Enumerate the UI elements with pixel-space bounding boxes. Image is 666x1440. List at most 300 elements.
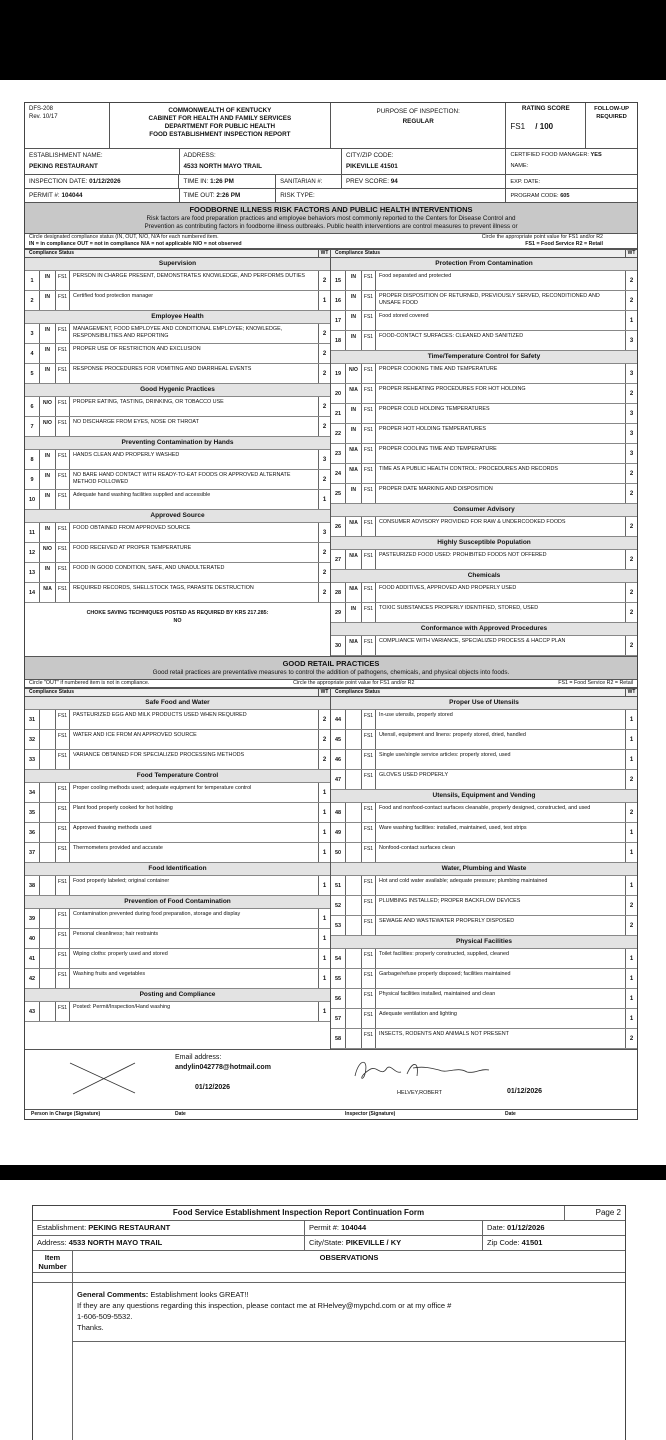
item-description: Food and nonfood-contact surfaces cleanable, properly designed, constructed, and used [379,805,591,811]
inspection-item-row [331,823,637,843]
fs1-marker: FS1 [362,710,376,729]
cont-city: PIKEVILLE / KY [345,1238,402,1247]
item-number: 9 [30,476,34,483]
item-weight: 1 [625,876,637,895]
item-description: RESPONSE PROCEDURES FOR VOMITING AND DIARRHEAL EVENTS [73,366,252,372]
email: andylin042778@hotmail.com [175,1064,271,1071]
form-rev: Rev. 10/17 [29,114,58,120]
item-number: 18 [334,337,342,344]
inspection-item-row [331,517,637,537]
item-description: PROPER USE OF RESTRICTION AND EXCLUSION [73,346,201,352]
item-weight: 2 [625,1029,637,1048]
item-number: 20 [334,390,342,397]
item-description: Personal cleanliness; hair restraints [73,931,159,937]
item-description: PROPER COLD HOLDING TEMPERATURES [379,406,490,412]
item-number: 56 [334,995,342,1002]
item-weight: 1 [625,710,637,729]
section-header: Prevention of Food Contamination [25,896,330,909]
agency-line-2: CABINET FOR HEALTH AND FAMILY SERVICES [148,115,292,122]
compliance-status: IN [345,603,362,622]
fs1-marker: FS1 [56,750,70,769]
item-number: 22 [334,430,342,437]
risk-left-column [25,249,331,656]
program-code-label: PROGRAM CODE: [510,193,559,199]
continuation-page [0,1180,666,1440]
inspection-item-row [25,470,330,490]
fs1-marker: FS1 [56,823,70,842]
item-description: FOOD OBTAINED FROM APPROVED SOURCE [73,525,191,531]
fs1-marker: FS1 [362,550,376,569]
item-number: 17 [334,317,342,324]
inspection-item-row [331,331,637,351]
inspection-item-row [25,291,330,311]
inspection-item-row [25,1002,330,1022]
item-number: 29 [334,609,342,616]
gc-line-2: If they are any questions regarding this inspection, please contact me at RHelvey@mypchd.com or at my office # [77,1301,452,1310]
item-weight: 2 [318,563,330,582]
item-weight: 2 [318,730,330,749]
cont-est-label: Establishment: [37,1223,87,1232]
inspection-item-row [331,876,637,896]
item-description: Contamination prevented during food preparation, storage and display [73,911,241,917]
compliance-status [345,823,362,842]
item-weight: 1 [625,843,637,862]
item-description: WATER AND ICE FROM AN APPROVED SOURCE [73,732,197,738]
compliance-status [345,803,362,822]
section-header: Utensils, Equipment and Vending [331,790,637,803]
section-header: Physical Facilities [331,936,637,949]
item-description: In-use utensils, properly stored [379,712,453,718]
item-description: PERSON IN CHARGE PRESENT, DEMONSTRATES KNOWLEDGE, AND PERFORMS DUTIES [73,273,306,279]
item-number: 24 [334,470,342,477]
fs1-marker: FS1 [362,803,376,822]
item-number: 38 [28,882,36,889]
inspection-item-row [25,450,330,470]
compliance-status [345,876,362,895]
fs1-marker: FS1 [56,417,70,436]
item-description: NO BARE HAND CONTACT WITH READY-TO-EAT FOODS OR APPROVED ALTERNATE METHOD FOLLOWED [73,472,291,485]
fs1-marker: FS1 [56,523,70,542]
continuation-title: Food Service Establishment Inspection Report Continuation Form [33,1206,565,1220]
fs1-marker: FS1 [56,344,70,363]
cont-city-label: City/State: [309,1238,344,1247]
item-description: PROPER COOLING TIME AND TEMPERATURE [379,446,497,452]
inspection-item-row [25,929,330,949]
item-number: 55 [334,975,342,982]
inspection-item-row [331,916,637,936]
item-weight: 3 [625,404,637,423]
section-header: Approved Source [25,510,330,523]
col-hdr: Compliance Status [29,689,75,695]
choke-label: CHOKE SAVING TECHNIQUES POSTED AS REQUIRED BY KRS 217.285: [86,610,269,616]
item-number: 32 [28,736,36,743]
section-header: Posting and Compliance [25,989,330,1002]
compliance-status [345,969,362,988]
compliance-status: IN [39,291,56,310]
retail-left-column [25,688,331,1049]
item-description: Food separated and protected [379,273,452,279]
fs1-marker: FS1 [362,311,376,330]
item-number: 54 [334,955,342,962]
fs1-marker: FS1 [362,843,376,862]
inspection-item-row [331,404,637,424]
date-left: 01/12/2026 [195,1084,231,1091]
address-label: ADDRESS: [183,152,216,159]
observations-header: OBSERVATIONS [319,1253,379,1262]
risk-legend-left-2: IN = in compliance OUT = not in compliance N/A = not applicable N/O = not observed [29,241,242,247]
fs1-marker: FS1 [56,949,70,968]
item-number: 12 [28,549,36,556]
compliance-status: N/O [345,364,362,383]
inspection-item-row [331,583,637,603]
compliance-status [39,710,56,729]
gc-line-1: Establishment looks GREAT!! [150,1290,249,1299]
date-label-1: Date [175,1111,186,1117]
fs1-marker: FS1 [362,949,376,968]
item-description: Adequate hand washing facilities supplied and accessible [73,492,211,498]
compliance-status: N/A [345,636,362,655]
item-description: Thermometers provided and accurate [73,845,163,851]
permit-label: PERMIT #: [29,192,60,199]
page-number: Page 2 [595,1208,621,1217]
compliance-status [39,1002,56,1021]
gc-line-3: 1-606-509-5532. [77,1312,133,1321]
item-description: PROPER DISPOSITION OF RETURNED, PREVIOUSLY SERVED, RECONDITIONED AND UNSAFE FOOD [379,293,600,306]
cont-est: PEKING RESTAURANT [88,1223,171,1232]
item-weight: 1 [625,969,637,988]
item-number: 25 [334,490,342,497]
inspection-item-row [25,271,330,291]
item-number: 5 [30,370,34,377]
fs1-marker: FS1 [56,397,70,416]
compliance-status: IN [39,271,56,290]
item-weight: 2 [625,271,637,290]
est-name: PEKING RESTAURANT [29,163,98,170]
inspection-item-row [25,969,330,989]
risk-legend-left-1: Circle designated compliance status (IN, OUT, N/O, N/A for each numbered item. [29,234,219,240]
compliance-status [39,843,56,862]
item-weight: 1 [318,490,330,509]
item-number-header: Item Number [33,1251,73,1272]
time-out-label: TIME OUT: [183,192,215,199]
inspection-item-row [331,424,637,444]
fs1-marker: FS1 [362,770,376,789]
item-weight: 1 [318,929,330,948]
compliance-status: N/A [345,464,362,483]
item-weight: 3 [625,364,637,383]
section-header: Good Hygenic Practices [25,384,330,397]
rating-denominator: / 100 [535,122,554,131]
item-weight: 3 [625,444,637,463]
item-description: Hot and cold water available; adequate pressure; plumbing maintained [379,878,548,884]
compliance-status [345,916,362,935]
item-number: 50 [334,849,342,856]
item-weight: 2 [625,384,637,403]
retail-legend-mid: Circle the appropriate point value for FS1 and/or R2 [293,680,415,686]
item-description: TOXIC SUBSTANCES PROPERLY IDENTIFIED, STORED, USED [379,605,539,611]
prev-score: 94 [390,178,398,185]
item-weight: 1 [625,989,637,1008]
item-weight: 1 [318,291,330,310]
item-description: REQUIRED RECORDS, SHELLSTOCK TAGS, PARASITE DESTRUCTION [73,585,254,591]
item-weight: 1 [318,969,330,988]
item-description: TIME AS A PUBLIC HEALTH CONTROL: PROCEDURES AND RECORDS [379,466,559,472]
item-number: 37 [28,849,36,856]
compliance-status: IN [39,344,56,363]
cont-addr: 4533 NORTH MAYO TRAIL [68,1238,163,1247]
item-weight: 1 [318,803,330,822]
exp-date-label: EXP. DATE: [510,179,541,185]
fs1-marker: FS1 [362,424,376,443]
compliance-status: IN [345,271,362,290]
item-description: Plant food properly cooked for hot holding [73,805,173,811]
item-description: PASTEURIZED FOOD USED: PROHIBITED FOODS NOT OFFERED [379,552,547,558]
item-weight: 2 [318,750,330,769]
program-code: 605 [560,193,570,199]
compliance-status: IN [345,311,362,330]
fs1-marker: FS1 [56,909,70,928]
inspection-item-row [331,384,637,404]
item-number: 44 [334,716,342,723]
sanitarian-label: SANITARIAN #: [280,179,323,185]
item-description: PASTEURIZED EGG AND MILK PRODUCTS USED WHEN REQUIRED [73,712,247,718]
section-header: Conformance with Approved Procedures [331,623,637,636]
compliance-status [39,803,56,822]
agency-line-3: DEPARTMENT FOR PUBLIC HEALTH [164,123,276,130]
item-number: 16 [334,297,342,304]
item-description: PROPER REHEATING PROCEDURES FOR HOT HOLDING [379,386,526,392]
compliance-status [39,823,56,842]
item-weight: 2 [318,344,330,363]
fs1-marker: FS1 [362,404,376,423]
inspection-item-row [25,344,330,364]
inspection-item-row [25,417,330,437]
risk-legend-right-2: FS1 = Food Service R2 = Retail [525,241,603,247]
gc-line-4: Thanks. [77,1323,104,1332]
item-description: Approved thawing methods used [73,825,152,831]
item-weight: 2 [318,364,330,383]
inspection-item-row [25,803,330,823]
fs1-marker: FS1 [362,271,376,290]
item-weight: 1 [318,949,330,968]
section-header: Food Identification [25,863,330,876]
item-number: 2 [30,297,34,304]
risk-intro-1: Risk factors are food preparation practices and employee behaviors most commonly reported to the Centers for Disease Control and [146,215,516,222]
item-number: 49 [334,829,342,836]
fs1-marker: FS1 [362,583,376,602]
compliance-status: N/O [39,397,56,416]
item-number: 30 [334,642,342,649]
section-header: Proper Use of Utensils [331,697,637,710]
risk-title: FOODBORNE ILLNESS RISK FACTORS AND PUBLIC HEALTH INTERVENTIONS [189,205,473,214]
item-weight: 2 [318,324,330,343]
item-number: 57 [334,1015,342,1022]
fs1-marker: FS1 [362,1029,376,1048]
col-wt: WT [318,689,330,696]
item-weight: 2 [625,803,637,822]
cont-date-label: Date: [487,1223,505,1232]
item-number: 45 [334,736,342,743]
retail-columns [25,688,637,1049]
compliance-status: IN [39,450,56,469]
item-description: Utensil, equipment and linens: properly stored, dried, handled [379,732,526,738]
risk-intro-2: Prevention as contributing factors in foodborne illness outbreaks. Public health interventions are control measures to prevent illness or [144,223,518,230]
item-number: 40 [28,935,36,942]
item-description: FOOD IN GOOD CONDITION, SAFE, AND UNADULTERATED [73,565,225,571]
date-right: 01/12/2026 [507,1088,543,1095]
cityzip: PIKEVILLE 41501 [345,163,398,170]
inspection-item-row [25,783,330,803]
item-number: 11 [29,529,35,536]
cont-date: 01/12/2026 [507,1223,545,1232]
compliance-status [39,750,56,769]
inspection-item-row [331,311,637,331]
item-weight: 2 [625,464,637,483]
item-weight: 2 [625,291,637,310]
fs1-marker: FS1 [362,876,376,895]
inspection-item-row [331,271,637,291]
item-number: 42 [28,975,36,982]
fs1-marker: FS1 [362,1009,376,1028]
gc-label: General Comments: [77,1290,149,1299]
fs1-marker: FS1 [362,750,376,769]
item-weight: 2 [625,916,637,935]
permit: 104044 [61,192,83,199]
item-weight: 1 [625,750,637,769]
retail-intro: Good retail practices are preventative measures to control the addition of pathogens, chemicals, and physical objects into foods. [152,669,510,676]
item-weight: 1 [625,1009,637,1028]
fs1-marker: FS1 [56,324,70,343]
cont-zip-label: Zip Code: [487,1238,520,1247]
item-weight: 3 [625,424,637,443]
item-number: 51 [334,882,342,889]
item-weight: 1 [625,949,637,968]
compliance-status: N/A [345,583,362,602]
item-weight: 3 [318,523,330,542]
item-number: 47 [334,776,342,783]
inspection-item-row [25,823,330,843]
item-weight: 1 [625,311,637,330]
item-number: 28 [334,589,342,596]
fs1-marker: FS1 [362,636,376,655]
item-number: 58 [334,1035,342,1042]
item-weight: 3 [625,331,637,350]
item-weight: 2 [625,896,637,915]
cfm: YES [590,152,602,158]
compliance-status [345,770,362,789]
insp-date: 01/12/2026 [89,178,121,185]
fs1-marker: FS1 [56,843,70,862]
item-weight: 2 [625,484,637,503]
time-in-label: TIME IN: [183,178,209,185]
inspection-item-row [25,563,330,583]
fs1-marker: FS1 [362,364,376,383]
col-hdr: Compliance Status [335,689,381,695]
retail-right-column [331,688,637,1049]
compliance-status: IN [39,563,56,582]
date-label-2: Date [505,1111,516,1117]
compliance-status: IN [39,490,56,509]
compliance-status [345,1029,362,1048]
item-number: 43 [28,1008,36,1015]
col-wt: WT [625,250,637,257]
item-number: 19 [334,370,342,377]
inspector-label: Inspector (Signature) [345,1111,396,1117]
item-number: 7 [30,423,34,430]
fs1-marker: FS1 [56,783,70,802]
fs1-marker: FS1 [56,803,70,822]
compliance-status: IN [39,324,56,343]
item-number: 34 [28,789,36,796]
compliance-status [345,949,362,968]
inspection-item-row [331,843,637,863]
inspection-item-row [331,710,637,730]
choke-value: NO [173,618,182,624]
compliance-status [39,929,56,948]
compliance-status [345,710,362,729]
section-header: Protection From Contamination [331,258,637,271]
est-name-label: ESTABLISHMENT NAME: [29,152,103,159]
item-description: Food stored covered [379,313,429,319]
inspection-item-row [331,603,637,623]
compliance-status: IN [39,470,56,489]
item-number: 1 [30,277,34,284]
inspection-item-row [25,876,330,896]
retail-title: GOOD RETAIL PRACTICES [282,659,380,668]
inspection-item-row [25,523,330,543]
inspection-item-row [331,636,637,656]
inspection-item-row [331,444,637,464]
fs1-marker: FS1 [56,969,70,988]
item-weight: 1 [318,843,330,862]
item-description: PROPER HOT HOLDING TEMPERATURES [379,426,486,432]
col-hdr: Compliance Status [335,250,381,256]
item-description: FOOD ADDITIVES, APPROVED AND PROPERLY USED [379,585,517,591]
item-number: 10 [28,496,36,503]
item-number: 15 [334,277,342,284]
compliance-status [39,876,56,895]
fs1-marker: FS1 [56,291,70,310]
item-number: 52 [334,902,342,909]
compliance-status [345,1009,362,1028]
item-description: NO DISCHARGE FROM EYES, NOSE OR THROAT [73,419,199,425]
risk-columns [25,249,637,656]
item-description: PROPER EATING, TASTING, DRINKING, OR TOBACCO USE [73,399,224,405]
item-description: Adequate ventilation and lighting [379,1011,457,1017]
separator-black-band [0,1165,666,1180]
compliance-status: N/A [345,550,362,569]
compliance-status: IN [345,424,362,443]
item-description: Wiping cloths: properly used and stored [73,951,168,957]
fs1-marker: FS1 [56,271,70,290]
fs1-marker: FS1 [362,603,376,622]
fs1-marker: FS1 [362,916,376,935]
item-number: 6 [30,403,34,410]
item-number: 27 [334,556,342,563]
cont-permit: 104044 [341,1223,367,1232]
email-label: Email address: [175,1054,222,1061]
item-description: HANDS CLEAN AND PROPERLY WASHED [73,452,180,458]
compliance-status [345,896,362,915]
inspection-item-row [25,543,330,563]
inspection-item-row [331,291,637,311]
inspector-signature [347,1054,497,1088]
fs1-marker: FS1 [362,730,376,749]
top-black-band [0,0,666,80]
agency-line-4: FOOD ESTABLISHMENT INSPECTION REPORT [149,131,291,138]
report-frame [24,102,638,1120]
fs1-marker: FS1 [362,969,376,988]
